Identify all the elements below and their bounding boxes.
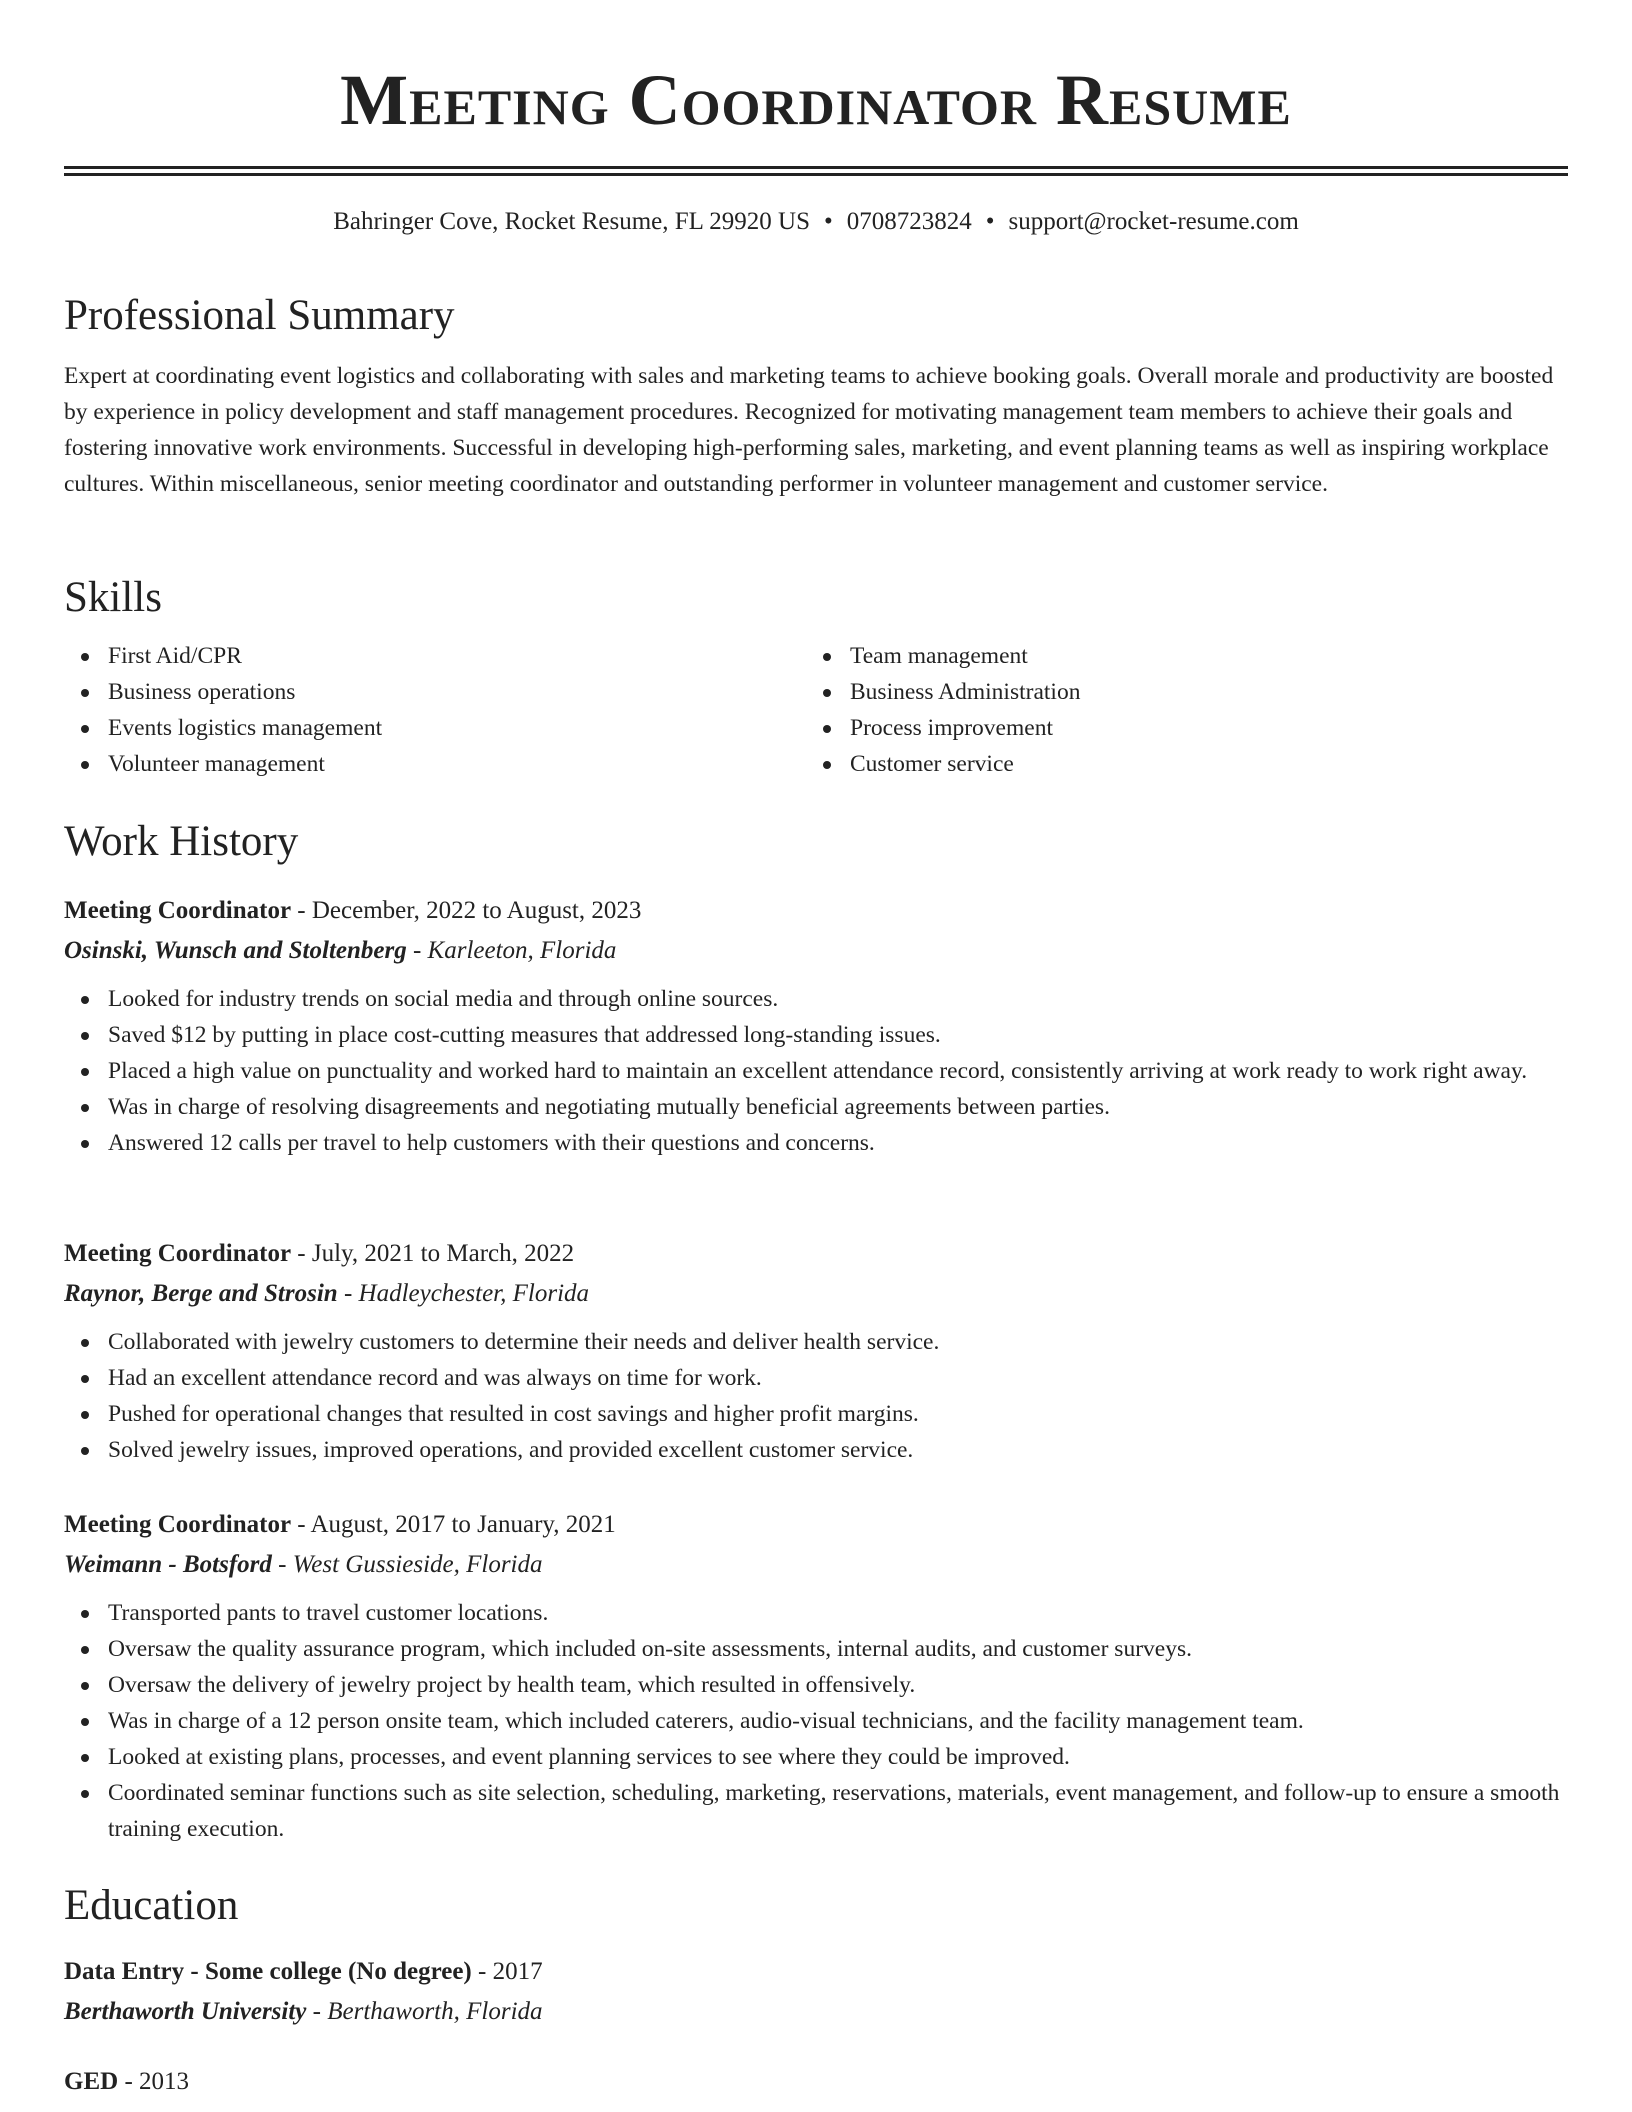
- education-degree: GED: [64, 2068, 119, 2095]
- education-heading: Education: [64, 1882, 239, 1929]
- contact-address: Bahringer Cove, Rocket Resume, FL 29920 US: [333, 208, 810, 235]
- skill-item: Business operations: [64, 674, 806, 710]
- education-location: - Berthaworth, Florida: [306, 1998, 543, 2025]
- job-bullet: Had an excellent attendance record and was always on time for work.: [64, 1360, 1568, 1396]
- education-degree: Data Entry - Some college (No degree): [64, 1958, 472, 1985]
- job-company: Raynor, Berge and Strosin: [64, 1280, 338, 1307]
- summary-section: [64, 290, 1568, 502]
- summary-text: Expert at coordinating event logistics and collaborating with sales and marketing teams to achieve booking goals. Overall morale and productivity are boosted by experience in policy development and staff management procedures. Recognized for motivating management team members to achieve their goals and fostering innovative work environments. Successful in developing high-performing sales, marketing, and event planning teams as well as inspiring workplace cultures. Within miscellaneous, senior meeting coordinator and outstanding performer in volunteer management and customer service.: [64, 363, 1554, 497]
- job-bullets: [64, 1324, 1568, 1468]
- education-entry: [64, 2062, 1568, 2102]
- skills-section: [64, 572, 1568, 782]
- job-bullet: Transported pants to travel customer locations.: [64, 1595, 1568, 1631]
- contact-separator: •: [823, 208, 833, 235]
- contact-phone: 0708723824: [846, 208, 972, 235]
- job-bullet: Looked at existing plans, processes, and event planning services to see where they could be improved.: [64, 1739, 1568, 1775]
- job-location: - Hadleychester, Florida: [337, 1280, 590, 1307]
- education-section: [64, 1880, 1568, 1932]
- page-title: Meeting Coordinator Resume: [340, 60, 1292, 140]
- summary-heading: Professional Summary: [64, 292, 455, 339]
- job-title: Meeting Coordinator: [64, 1240, 292, 1267]
- contact-separator: •: [985, 208, 995, 235]
- work-history-section: [64, 816, 1568, 868]
- job-bullet: Pushed for operational changes that resulted in cost savings and higher profit margins.: [64, 1396, 1568, 1432]
- job-location: - Karleeton, Florida: [406, 937, 617, 964]
- education-year: - 2013: [118, 2068, 190, 2095]
- job-dates: - December, 2022 to August, 2023: [291, 897, 642, 924]
- skill-item: Volunteer management: [64, 746, 806, 782]
- skills-heading: Skills: [64, 574, 162, 621]
- job-bullets: [64, 981, 1568, 1161]
- skills-columns: [64, 638, 1568, 782]
- skill-item: Team management: [806, 638, 1548, 674]
- job-bullet: Looked for industry trends on social media and through online sources.: [64, 981, 1568, 1017]
- job-bullet: Answered 12 calls per travel to help customers with their questions and concerns.: [64, 1125, 1568, 1161]
- job-bullet: Was in charge of resolving disagreements and negotiating mutually beneficial agreements between parties.: [64, 1089, 1568, 1125]
- skills-list-right: [806, 638, 1548, 782]
- job-bullets: [64, 1595, 1568, 1847]
- job-title-line: [64, 1505, 1568, 1545]
- job-company-line: [64, 1545, 1568, 1585]
- education-year: - 2017: [471, 1958, 543, 1985]
- job-bullet: Oversaw the quality assurance program, which included on-site assessments, internal audits, and customer surveys.: [64, 1631, 1568, 1667]
- education-degree-line: [64, 2062, 1568, 2102]
- skill-item: Business Administration: [806, 674, 1548, 710]
- skill-item: Events logistics management: [64, 710, 806, 746]
- job-company: Weimann - Botsford: [64, 1551, 272, 1578]
- skill-item: First Aid/CPR: [64, 638, 806, 674]
- skill-item: Customer service: [806, 746, 1548, 782]
- skill-item: Process improvement: [806, 710, 1548, 746]
- education-entry: [64, 1952, 1568, 2032]
- job-entry: [64, 891, 1568, 1161]
- job-dates: - August, 2017 to January, 2021: [291, 1511, 616, 1538]
- job-bullet: Saved $12 by putting in place cost-cutting measures that addressed long-standing issues.: [64, 1017, 1568, 1053]
- job-title: Meeting Coordinator: [64, 1511, 292, 1538]
- contact-line: [64, 206, 1568, 238]
- job-bullet: Oversaw the delivery of jewelry project by health team, which resulted in offensively.: [64, 1667, 1568, 1703]
- job-bullet: Placed a high value on punctuality and worked hard to maintain an excellent attendance record, consistently arriving at work ready to work right away.: [64, 1053, 1568, 1089]
- job-company-line: [64, 931, 1568, 971]
- job-title-line: [64, 891, 1568, 931]
- education-school-line: [64, 1992, 1568, 2032]
- job-bullet: Coordinated seminar functions such as site selection, scheduling, marketing, reservations, materials, event management, and follow-up to ensure a smooth training execution.: [64, 1775, 1568, 1847]
- job-title-line: [64, 1234, 1568, 1274]
- job-dates: - July, 2021 to March, 2022: [291, 1240, 575, 1267]
- job-title: Meeting Coordinator: [64, 897, 292, 924]
- title-divider: [64, 166, 1568, 176]
- education-degree-line: [64, 1952, 1568, 1992]
- job-entry: [64, 1505, 1568, 1847]
- job-location: - West Gussieside, Florida: [271, 1551, 543, 1578]
- work-history-heading: Work History: [64, 818, 299, 865]
- job-company-line: [64, 1274, 1568, 1314]
- job-entry: [64, 1234, 1568, 1468]
- job-bullet: Collaborated with jewelry customers to determine their needs and deliver health service.: [64, 1324, 1568, 1360]
- contact-email: support@rocket-resume.com: [1008, 208, 1299, 235]
- job-company: Osinski, Wunsch and Stoltenberg: [64, 937, 407, 964]
- job-bullet: Was in charge of a 12 person onsite team, which included caterers, audio-visual technicians, and the facility management team.: [64, 1703, 1568, 1739]
- skills-list-left: [64, 638, 806, 782]
- education-school: Berthaworth University: [64, 1998, 307, 2025]
- job-bullet: Solved jewelry issues, improved operations, and provided excellent customer service.: [64, 1432, 1568, 1468]
